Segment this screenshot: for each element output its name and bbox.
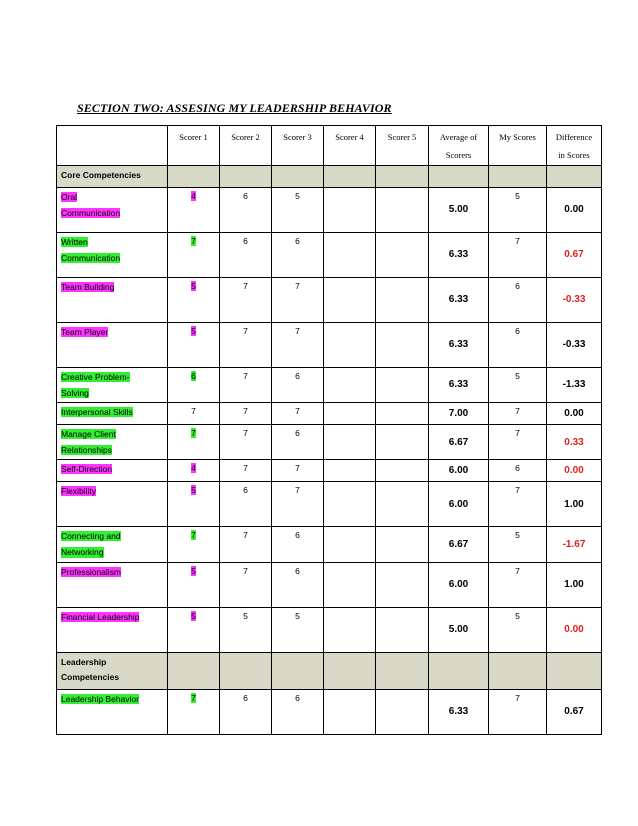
competency-name: Team Building xyxy=(61,281,115,292)
scorer-2-score: 5 xyxy=(220,607,272,652)
scorer-1-score: 5 xyxy=(191,325,196,336)
competency-name-cell xyxy=(57,607,168,652)
competency-name: Financial Leadership xyxy=(61,611,140,622)
header-my-scores: My Scores xyxy=(489,126,547,166)
difference-score: -0.33 xyxy=(547,322,602,367)
scorer-2-score: 7 xyxy=(220,562,272,607)
leadership-competencies-section-row xyxy=(57,652,602,689)
scorer-4-score xyxy=(324,460,376,482)
header-scorer-5: Scorer 5 xyxy=(376,126,429,166)
scorer-3-score: 6 xyxy=(272,562,324,607)
competency-name-cell xyxy=(57,187,168,232)
section-cell xyxy=(376,652,429,689)
section-cell xyxy=(376,165,429,187)
scorer-1-cell xyxy=(168,232,220,277)
section-cell xyxy=(272,652,324,689)
section-cell xyxy=(429,165,489,187)
scorer-2-score: 7 xyxy=(220,367,272,402)
average-score: 6.33 xyxy=(429,232,489,277)
competency-name-cell xyxy=(57,402,168,424)
scorer-2-score: 7 xyxy=(220,527,272,562)
competency-row xyxy=(57,277,602,322)
scorer-1-score: 7 xyxy=(191,692,196,703)
leadership-competencies-label-line1: Leadership xyxy=(61,656,107,667)
scorer-4-score xyxy=(324,322,376,367)
scorer-2-score: 7 xyxy=(220,460,272,482)
average-score: 6.67 xyxy=(429,527,489,562)
competency-name: Written xyxy=(61,236,88,247)
average-score: 6.67 xyxy=(429,424,489,459)
header-scorer-2: Scorer 2 xyxy=(220,126,272,166)
competency-row xyxy=(57,527,602,562)
competency-row xyxy=(57,689,602,734)
scorer-5-score xyxy=(376,424,429,459)
my-score: 5 xyxy=(489,367,547,402)
scorer-1-score: 6 xyxy=(191,370,196,381)
scorer-5-score xyxy=(376,322,429,367)
scorer-2-score: 7 xyxy=(220,322,272,367)
competency-row xyxy=(57,187,602,232)
average-score: 6.33 xyxy=(429,277,489,322)
scorer-1-cell xyxy=(168,562,220,607)
average-score: 6.00 xyxy=(429,460,489,482)
average-score: 6.33 xyxy=(429,367,489,402)
section-cell xyxy=(324,165,376,187)
scorer-1-score: 4 xyxy=(191,190,196,201)
scorer-3-score: 6 xyxy=(272,527,324,562)
scorer-4-score xyxy=(324,402,376,424)
scorer-1-cell xyxy=(168,322,220,367)
difference-score: -1.67 xyxy=(547,527,602,562)
my-score: 6 xyxy=(489,322,547,367)
header-scorer-3: Scorer 3 xyxy=(272,126,324,166)
header-difference-line1: Difference xyxy=(555,132,593,142)
scorer-1-score: 7 xyxy=(191,405,196,416)
section-cell xyxy=(220,652,272,689)
difference-score: 1.00 xyxy=(547,482,602,527)
scorer-3-score: 7 xyxy=(272,277,324,322)
scorer-3-score: 6 xyxy=(272,689,324,734)
scorer-1-score: 4 xyxy=(191,463,196,474)
leadership-competencies-label-line2: Competencies xyxy=(61,671,120,682)
competency-row xyxy=(57,402,602,424)
competency-name-cell xyxy=(57,367,168,402)
competency-row xyxy=(57,562,602,607)
competency-name-line2: Relationships xyxy=(61,445,113,456)
scorer-4-score xyxy=(324,607,376,652)
competency-name-line2: Communication xyxy=(61,252,121,263)
scorer-5-score xyxy=(376,277,429,322)
scorer-2-score: 7 xyxy=(220,424,272,459)
my-score: 7 xyxy=(489,402,547,424)
scorer-5-score xyxy=(376,689,429,734)
scorer-1-cell xyxy=(168,187,220,232)
competency-name: Connecting and xyxy=(61,531,121,542)
average-score: 6.33 xyxy=(429,689,489,734)
competency-row xyxy=(57,607,602,652)
competency-name-line2: Solving xyxy=(61,387,89,398)
header-scorer-1: Scorer 1 xyxy=(168,126,220,166)
scorer-4-score xyxy=(324,527,376,562)
average-score: 6.33 xyxy=(429,322,489,367)
difference-score: 0.67 xyxy=(547,232,602,277)
difference-score: 0.00 xyxy=(547,402,602,424)
competency-name-cell xyxy=(57,322,168,367)
scorer-4-score xyxy=(324,689,376,734)
competency-name-cell xyxy=(57,460,168,482)
difference-score: -0.33 xyxy=(547,277,602,322)
difference-score: 0.00 xyxy=(547,187,602,232)
competency-row xyxy=(57,322,602,367)
difference-score: 0.33 xyxy=(547,424,602,459)
scorer-4-score xyxy=(324,367,376,402)
section-cell xyxy=(429,652,489,689)
my-score: 6 xyxy=(489,460,547,482)
section-cell xyxy=(489,165,547,187)
scorer-1-cell xyxy=(168,424,220,459)
scorer-5-score xyxy=(376,402,429,424)
competency-name: Team Player xyxy=(61,326,109,337)
competency-name-line2: Networking xyxy=(61,547,104,558)
scorer-5-score xyxy=(376,460,429,482)
header-scorer-4: Scorer 4 xyxy=(324,126,376,166)
competency-name-cell xyxy=(57,482,168,527)
competency-row xyxy=(57,367,602,402)
section-cell xyxy=(547,652,602,689)
scorer-1-cell xyxy=(168,460,220,482)
leadership-competencies-label xyxy=(57,652,168,689)
scorer-2-score: 6 xyxy=(220,187,272,232)
my-score: 7 xyxy=(489,689,547,734)
header-row xyxy=(57,126,602,166)
difference-score: -1.33 xyxy=(547,367,602,402)
scorer-3-score: 6 xyxy=(272,367,324,402)
scorer-1-cell xyxy=(168,689,220,734)
scorer-1-cell xyxy=(168,607,220,652)
scorer-4-score xyxy=(324,187,376,232)
section-cell xyxy=(324,652,376,689)
scorer-3-score: 7 xyxy=(272,402,324,424)
competency-name-cell xyxy=(57,562,168,607)
competency-name: Interpersonal Skills xyxy=(61,406,133,417)
scorer-5-score xyxy=(376,562,429,607)
scorer-1-score: 5 xyxy=(191,610,196,621)
scorer-5-score xyxy=(376,527,429,562)
competency-name-cell xyxy=(57,424,168,459)
competency-name: Leadership Behavior xyxy=(61,693,139,704)
competency-name-cell xyxy=(57,527,168,562)
competency-name-cell xyxy=(57,689,168,734)
scorer-3-score: 5 xyxy=(272,187,324,232)
leadership-score-table xyxy=(56,125,602,735)
scorer-1-score: 7 xyxy=(191,530,196,541)
difference-score: 0.00 xyxy=(547,460,602,482)
scorer-5-score xyxy=(376,367,429,402)
section-cell xyxy=(547,165,602,187)
section-cell xyxy=(168,165,220,187)
section-cell xyxy=(272,165,324,187)
difference-score: 0.67 xyxy=(547,689,602,734)
my-score: 7 xyxy=(489,562,547,607)
section-cell xyxy=(220,165,272,187)
scorer-5-score xyxy=(376,607,429,652)
my-score: 7 xyxy=(489,482,547,527)
scorer-1-cell xyxy=(168,402,220,424)
competency-name-cell xyxy=(57,277,168,322)
scorer-4-score xyxy=(324,424,376,459)
header-average-line2: Scorers xyxy=(445,149,472,160)
competency-name: Flexibility xyxy=(61,486,96,497)
competency-name: Oral xyxy=(61,191,78,202)
scorer-4-score xyxy=(324,232,376,277)
my-score: 5 xyxy=(489,187,547,232)
competency-name: Self-Direction xyxy=(61,464,113,475)
scorer-2-score: 7 xyxy=(220,402,272,424)
scorer-1-score: 5 xyxy=(191,485,196,496)
my-score: 5 xyxy=(489,607,547,652)
scorer-2-score: 7 xyxy=(220,277,272,322)
scorer-1-score: 7 xyxy=(191,427,196,438)
competency-name: Professionalism xyxy=(61,566,121,577)
my-score: 7 xyxy=(489,232,547,277)
scorer-5-score xyxy=(376,232,429,277)
average-score: 5.00 xyxy=(429,187,489,232)
average-score: 6.00 xyxy=(429,482,489,527)
header-average xyxy=(429,126,489,166)
competency-row xyxy=(57,482,602,527)
scorer-3-score: 7 xyxy=(272,482,324,527)
core-competencies-section-row xyxy=(57,165,602,187)
scorer-1-cell xyxy=(168,277,220,322)
scorer-4-score xyxy=(324,277,376,322)
scorer-3-score: 6 xyxy=(272,232,324,277)
section-cell xyxy=(489,652,547,689)
scorer-1-score: 5 xyxy=(191,565,196,576)
competency-row xyxy=(57,460,602,482)
scorer-3-score: 6 xyxy=(272,424,324,459)
scorer-3-score: 7 xyxy=(272,460,324,482)
scorer-3-score: 7 xyxy=(272,322,324,367)
my-score: 7 xyxy=(489,424,547,459)
section-cell xyxy=(168,652,220,689)
scorer-1-cell xyxy=(168,367,220,402)
header-difference-line2: in Scores xyxy=(558,149,590,160)
scorer-3-score: 5 xyxy=(272,607,324,652)
competency-row xyxy=(57,232,602,277)
competency-name: Manage Client xyxy=(61,428,116,439)
header-blank xyxy=(57,126,168,166)
scorer-1-score: 5 xyxy=(191,280,196,291)
header-average-line1: Average of xyxy=(439,132,478,142)
average-score: 5.00 xyxy=(429,607,489,652)
scorer-1-cell xyxy=(168,527,220,562)
scorer-4-score xyxy=(324,562,376,607)
scorer-1-score: 7 xyxy=(191,235,196,246)
competency-name: Creative Problem- xyxy=(61,371,130,382)
scorer-2-score: 6 xyxy=(220,689,272,734)
header-difference xyxy=(547,126,602,166)
scorer-2-score: 6 xyxy=(220,232,272,277)
core-competencies-label: Core Competencies xyxy=(57,165,168,187)
difference-score: 0.00 xyxy=(547,607,602,652)
section-title: SECTION TWO: ASSESING MY LEADERSHIP BEHAVIOR xyxy=(77,101,392,115)
scorer-4-score xyxy=(324,482,376,527)
scorer-2-score: 6 xyxy=(220,482,272,527)
competency-row xyxy=(57,424,602,459)
difference-score: 1.00 xyxy=(547,562,602,607)
my-score: 5 xyxy=(489,527,547,562)
average-score: 7.00 xyxy=(429,402,489,424)
average-score: 6.00 xyxy=(429,562,489,607)
competency-name-cell xyxy=(57,232,168,277)
scorer-1-cell xyxy=(168,482,220,527)
competency-name-line2: Communication xyxy=(61,207,121,218)
scorer-5-score xyxy=(376,187,429,232)
scorer-5-score xyxy=(376,482,429,527)
my-score: 6 xyxy=(489,277,547,322)
